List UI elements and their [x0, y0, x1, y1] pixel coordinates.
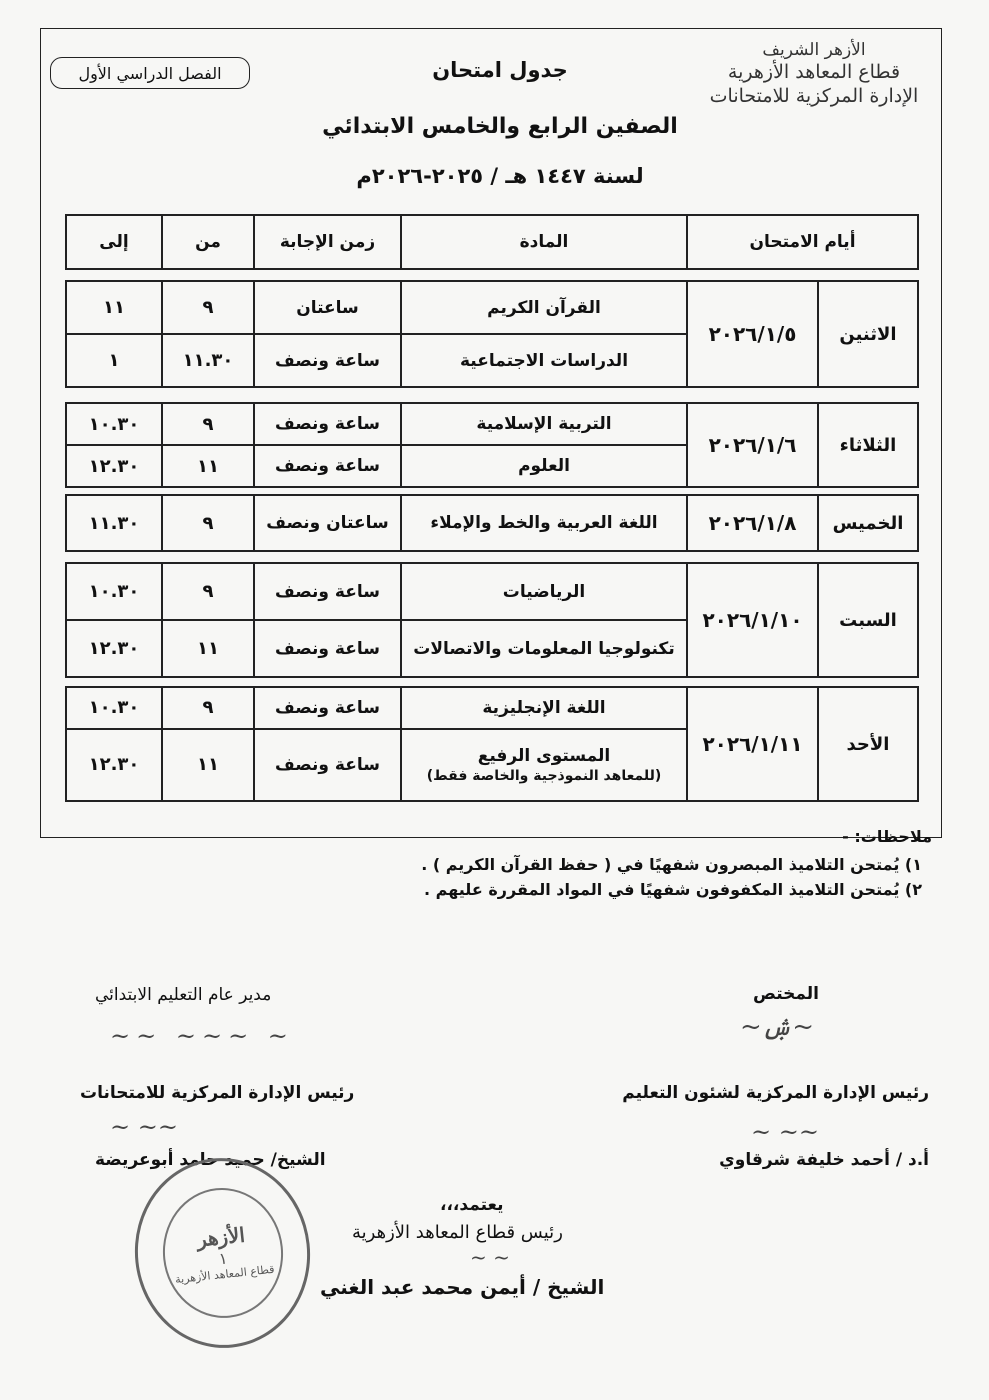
page-title: جدول امتحان: [432, 58, 568, 82]
exam-subject: اللغة الإنجليزية: [401, 687, 687, 729]
director-label: مدير عام التعليم الابتدائي: [95, 985, 272, 1005]
exam-day: السبت: [818, 563, 918, 677]
logo-line-1: الأزهر الشريف: [762, 40, 866, 60]
exam-to: ١١.٣٠: [66, 495, 162, 551]
exam-to: ١٢.٣٠: [66, 445, 162, 487]
exam-to: ١٠.٣٠: [66, 403, 162, 445]
stamp-inner-ring: [156, 1182, 289, 1324]
exam-duration: ساعة ونصف: [254, 563, 401, 620]
sector-head-name: الشيخ / أيمن محمد عبد الغني: [320, 1275, 605, 1299]
stamp-ring-text: قطاع المعاهد الأزهرية: [174, 1262, 275, 1287]
sector-head-label: رئيس قطاع المعاهد الأزهرية: [352, 1222, 563, 1243]
exam-subject: اللغة العربية والخط والإملاء: [401, 495, 687, 551]
term-badge: الفصل الدراسي الأول: [50, 57, 250, 89]
col-from: من: [162, 215, 254, 269]
exam-to: ١: [66, 334, 162, 387]
note-item: ١) يُمتحن التلاميذ المبصرون شفهيًا في ( حفظ القرآن الكريم ) .: [421, 854, 922, 874]
exam-group-thursday: [65, 494, 919, 552]
head-exams-label: رئيس الإدارة المركزية للامتحانات: [80, 1083, 355, 1103]
exam-group-monday: [65, 280, 919, 388]
azhar-logo: [699, 40, 929, 109]
exam-to: ١٢.٣٠: [66, 729, 162, 801]
exam-subject: الرياضيات: [401, 563, 687, 620]
exam-date: ٢٠٢٦/١/٨: [687, 495, 818, 551]
exam-from: ٩: [162, 281, 254, 334]
head-education-label: رئيس الإدارة المركزية لشئون التعليم: [622, 1083, 929, 1103]
exam-from: ٩: [162, 687, 254, 729]
exam-to: ١٢.٣٠: [66, 620, 162, 677]
approve-label: يعتمد،،،: [440, 1195, 504, 1215]
subject-note: (للمعاهد النموذجية والخاصة فقط): [426, 767, 662, 784]
exam-duration: ساعتان: [254, 281, 401, 334]
exam-duration: ساعة ونصف: [254, 403, 401, 445]
subject-name: المستوى الرفيع: [477, 745, 611, 766]
col-to: إلى: [66, 215, 162, 269]
notes-section: [72, 824, 932, 903]
exam-from: ١١: [162, 445, 254, 487]
exam-date: ٢٠٢٦/١/١١: [687, 687, 818, 801]
exam-date: ٢٠٢٦/١/١٠: [687, 563, 818, 677]
exam-duration: ساعة ونصف: [254, 445, 401, 487]
exam-group-saturday: [65, 562, 919, 678]
exam-duration: ساعتان ونصف: [254, 495, 401, 551]
exam-subject: الدراسات الاجتماعية: [401, 334, 687, 387]
exam-to: ١٠.٣٠: [66, 563, 162, 620]
notes-title: ملاحظات: -: [842, 827, 932, 846]
head-exams-signature: ~~ ~: [110, 1113, 178, 1141]
exam-group-sunday: [65, 686, 919, 802]
exam-from: ٩: [162, 495, 254, 551]
exam-to: ١٠.٣٠: [66, 687, 162, 729]
official-stamp: [126, 1149, 320, 1356]
exam-to: ١١: [66, 281, 162, 334]
director-signature: ~ ~~~ ~~: [110, 1022, 294, 1050]
title-block: [280, 58, 720, 200]
head-education-signature: ~~ ~: [751, 1118, 819, 1146]
exam-duration: ساعة ونصف: [254, 334, 401, 387]
logo-line-2: قطاع المعاهد الأزهرية: [727, 61, 901, 84]
head-exams-name: الشيخ/ حميد حامد أبوعريضة: [95, 1150, 326, 1170]
year-title: لسنة ١٤٤٧ هـ / ٢٠٢٥-٢٠٢٦م: [356, 164, 644, 188]
exam-day: الاثنين: [818, 281, 918, 387]
note-item: ٢) يُمتحن التلاميذ المكفوفون شفهيًا في المواد المقررة عليهم .: [424, 880, 922, 900]
stamp-number: ١: [217, 1248, 229, 1269]
exam-from: ٩: [162, 563, 254, 620]
exam-subject: العلوم: [401, 445, 687, 487]
exam-day: الأحد: [818, 687, 918, 801]
exam-group-tuesday: [65, 402, 919, 488]
col-days: أيام الامتحان: [687, 215, 918, 269]
exam-duration: ساعة ونصف: [254, 687, 401, 729]
specialist-signature: ~ۺ~: [739, 1012, 814, 1042]
col-subject: المادة: [401, 215, 687, 269]
exam-subject: القرآن الكريم: [401, 281, 687, 334]
exam-subject: تكنولوجيا المعلومات والاتصالات: [401, 620, 687, 677]
exam-from: ٩: [162, 403, 254, 445]
col-duration: زمن الإجابة: [254, 215, 401, 269]
logo-line-3: الإدارة المركزية للامتحانات: [709, 85, 919, 107]
exam-date: ٢٠٢٦/١/٦: [687, 403, 818, 487]
sector-head-signature: ~ ~: [470, 1245, 510, 1269]
exam-subject: التربية الإسلامية: [401, 403, 687, 445]
exam-from: ١١: [162, 729, 254, 801]
table-header: [65, 214, 919, 270]
exam-day: الخميس: [818, 495, 918, 551]
grades-title: الصفين الرابع والخامس الابتدائي: [322, 114, 678, 139]
exam-subject: [401, 729, 687, 801]
exam-duration: ساعة ونصف: [254, 729, 401, 801]
exam-from: ١١.٣٠: [162, 334, 254, 387]
exam-from: ١١: [162, 620, 254, 677]
stamp-top: الأزهر: [195, 1222, 247, 1252]
exam-day: الثلاثاء: [818, 403, 918, 487]
specialist-label: المختص: [753, 984, 819, 1004]
exam-duration: ساعة ونصف: [254, 620, 401, 677]
head-education-name: أ.د / أحمد خليفة شرقاوي: [719, 1150, 929, 1170]
exam-date: ٢٠٢٦/١/٥: [687, 281, 818, 387]
